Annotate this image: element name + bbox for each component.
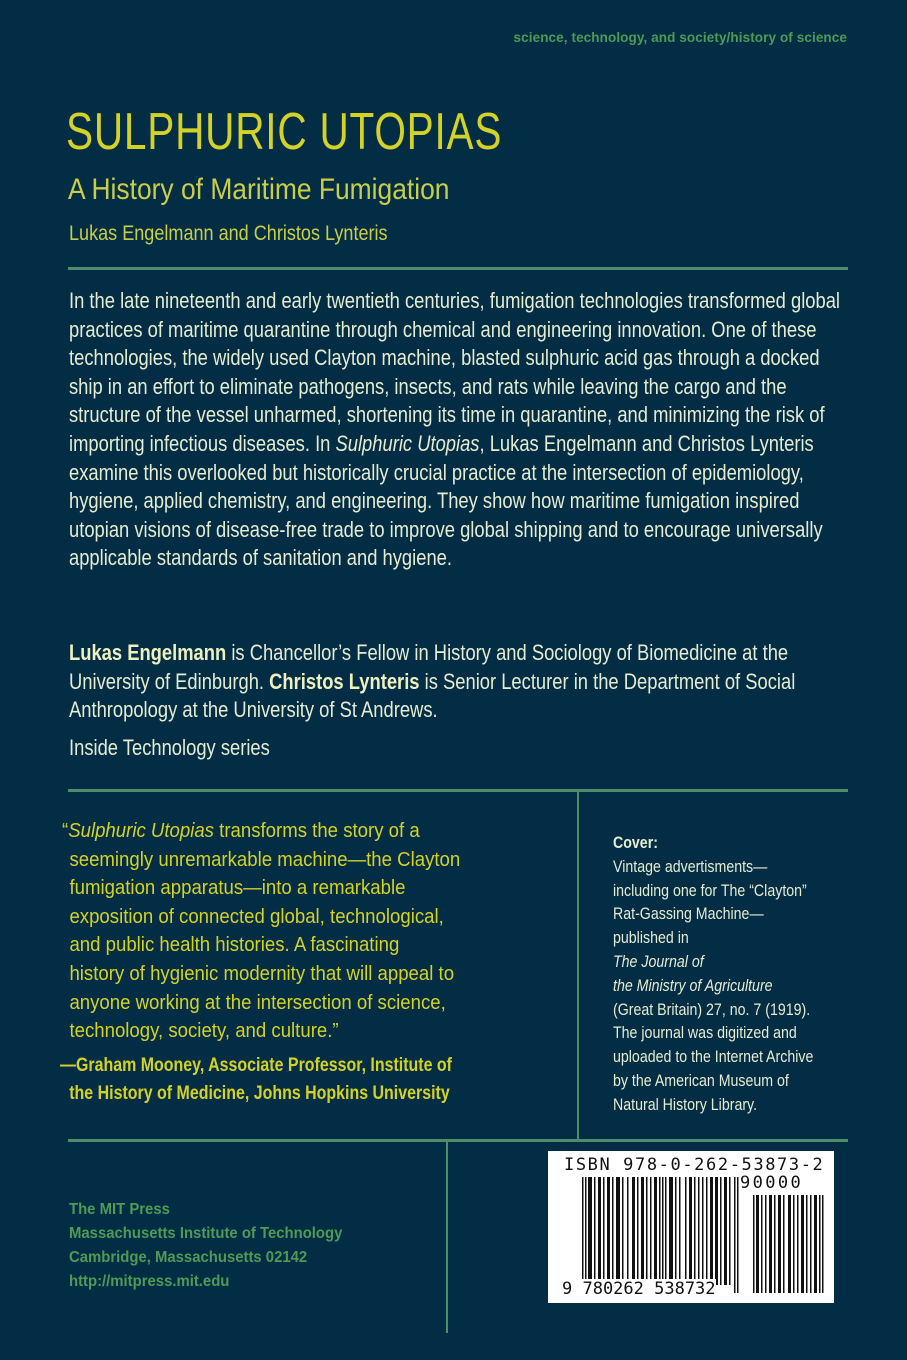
italic-title: Sulphuric Utopias <box>335 430 480 456</box>
divider-top <box>68 267 848 270</box>
endorsement-quote: “Sulphuric Utopias transforms the story of a seemingly unremarkable machine—the Clayton fumigation apparatus—into a remarkable exposition of connected global, technological, and public health histories. A fascinating history of hygienic modernity that will appeal to anyone working at the intersection of science, technology, society, and culture.” <box>62 820 461 1043</box>
book-description: In the late nineteenth and early twentieth centuries, fumigation technologies transformed global practices of maritime quarantine through chemical and engineering innovation. One of these technologies, the widely used Clayton machine, blasted sulphuric acid gas through a docked ship in an effort to eliminate pathogens, insects, and rats while leaving the cargo and the structure of the vessel unharmed, shortening its time in quarantine, and minimizing the risk of importing infectious diseases. In Sulphuric Utopias, Lukas Engelmann and Christos Lynteris examine this overlooked but historically crucial practice at the intersection of epidemiology, hygiene, applied chemistry, and engineering. They show how maritime fumigation inspired utopian visions of disease-free trade to improve global shipping and to encourage universally applicable standards of sanitation and hygiene. <box>69 288 841 571</box>
ean-digits: 9 780262 538732 <box>562 1279 716 1299</box>
category-label: science, technology, and society/history of science <box>513 30 847 45</box>
cover-credit: Cover: Vintage advertisments— including one for The “Clayton” Rat-Gassing Machine— published in The Journal of the Ministry of Agriculture (Great Britain) 27, no. 7 (1919). The journal was digitized and uploaded to the Internet Archive by the American Museum of Natural History Library. <box>613 834 814 1114</box>
book-subtitle: A History of Maritime Fumigation <box>68 173 450 206</box>
isbn-barcode <box>548 1151 834 1303</box>
divider-vertical-upper <box>577 789 579 1141</box>
author1-name: Lukas Engelmann <box>69 640 227 665</box>
price-code: 90000 <box>740 1173 804 1193</box>
book-authors: Lukas Engelmann and Christos Lynteris <box>69 222 388 245</box>
divider-vertical-lower <box>446 1139 448 1333</box>
book-title: SULPHURIC UTOPIAS <box>66 103 503 161</box>
publisher-institution: Massachusetts Institute of Technology <box>69 1225 343 1242</box>
publisher-address: Cambridge, Massachusetts 02142 <box>69 1249 308 1266</box>
series-name: Inside Technology series <box>69 735 270 760</box>
author-bios: Lukas Engelmann is Chancellor’s Fellow in History and Sociology of Biomedicine at the University of Edinburgh. Christos Lynteris is Senior Lecturer in the Department of Social Anthropology at the University of St Andrews. <box>69 640 796 723</box>
publisher-info <box>69 1198 342 1294</box>
divider-bottom <box>68 1139 848 1142</box>
publisher-name: The MIT Press <box>69 1201 170 1218</box>
divider-middle <box>68 789 848 792</box>
publisher-url: http://mitpress.mit.edu <box>69 1273 230 1290</box>
endorsement-attribution: —Graham Mooney, Associate Professor, Institute of the History of Medicine, Johns Hopkins University <box>60 1055 453 1104</box>
author2-name: Christos Lynteris <box>269 668 420 694</box>
isbn-label: ISBN 978-0-262-53873-2 <box>564 1155 825 1175</box>
